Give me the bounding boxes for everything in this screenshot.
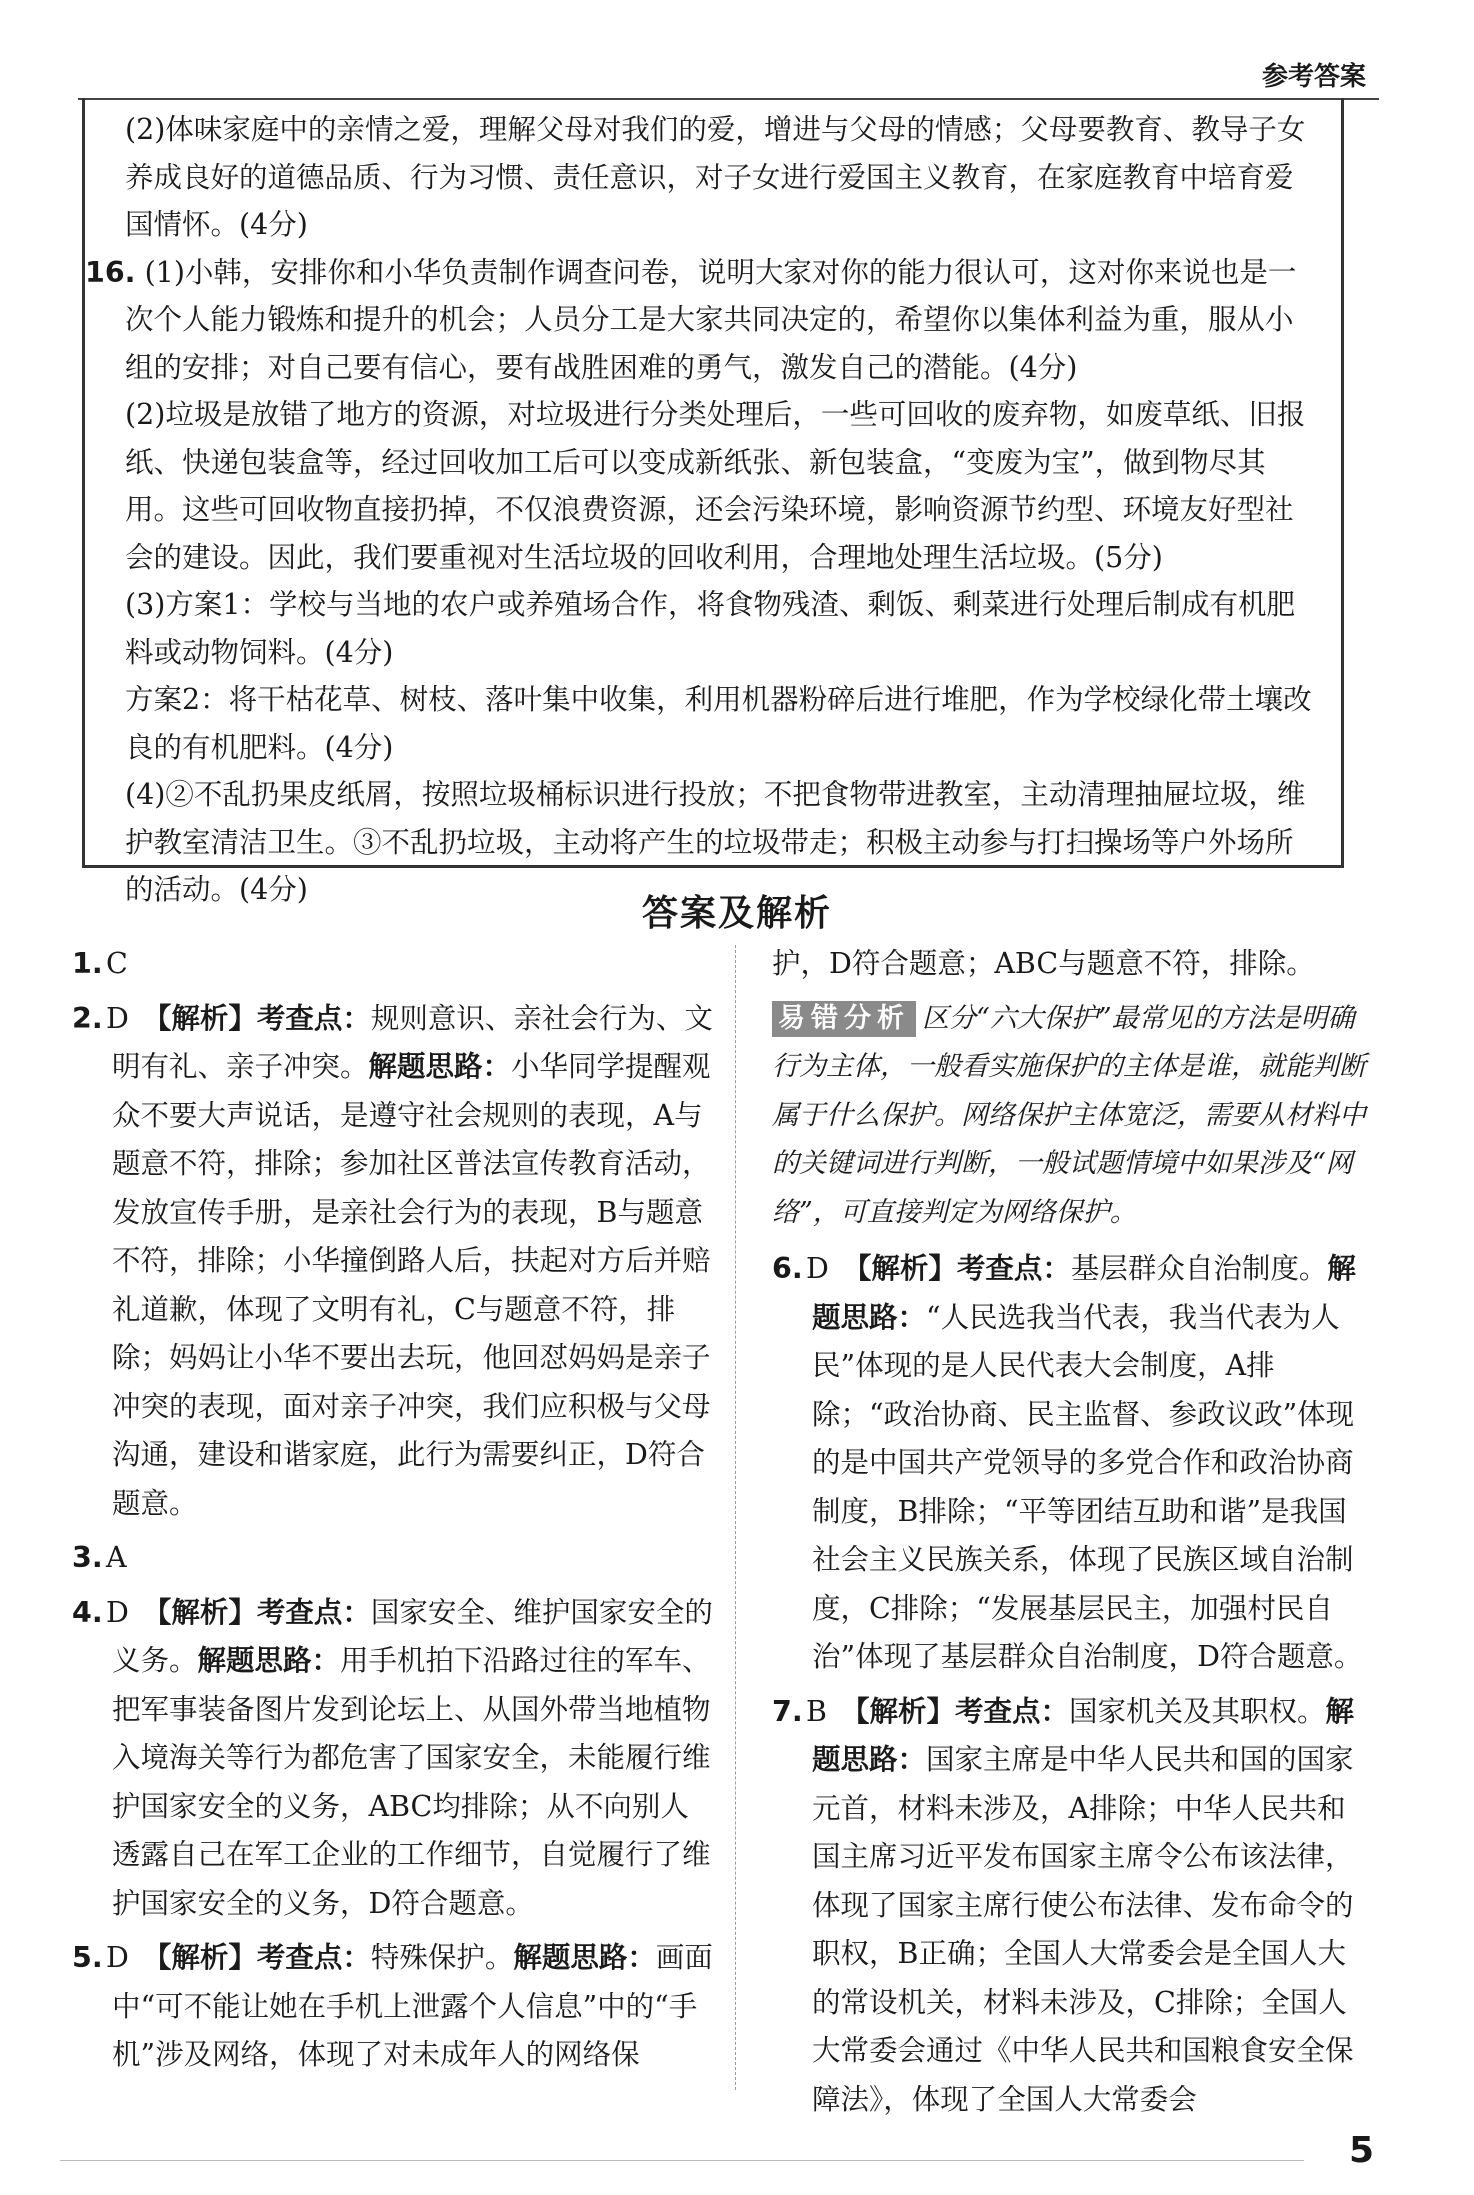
q16-part1-text: (1)小韩，安排你和小华负责制作调查问卷，说明大家对你的能力很认可，这对你来说也是一次个人能力锻炼和提升的机会；人员分工是大家共同决定的，希望你以集体利益为重，服从小组的安排；对自己要有信心，要有战胜困难的勇气，激发自己的潜能。(4分)	[125, 255, 1297, 384]
answer-item-6	[772, 1245, 1370, 1682]
item-answer: D	[106, 1595, 129, 1629]
answer-item-4	[72, 1589, 714, 1929]
answer-item-7	[772, 1688, 1370, 2125]
bottom-rule	[60, 2160, 1304, 2161]
solution-text: 画面中“可不能让她在手机上泄露个人信息”中的“手机”涉及网络，体现了对未成年人的网络保	[112, 1941, 713, 2071]
analysis-points: 特殊保护。	[370, 1941, 514, 1974]
q16-part4: (4)②不乱扔果皮纸屑，按照垃圾桶标识进行投放；不把食物带进教室，主动清理抽屉垃圾，维护教室清洁卫生。③不乱扔垃圾，主动将产生的垃圾带走；积极主动参与打扫操场等户外场所的活动。(4分)	[125, 778, 1306, 906]
answer-item-2	[72, 995, 714, 1529]
item-number: 7.	[772, 1694, 803, 1728]
answer-item-1	[72, 940, 714, 989]
item-answer: D	[106, 1941, 129, 1974]
item-number: 6.	[772, 1252, 803, 1285]
analysis-tag: 【解析】考查点：	[842, 1252, 1071, 1285]
item-number: 3.	[72, 1541, 103, 1574]
solution-tag: 解题思路：	[812, 1252, 1356, 1334]
analysis-tag: 【解析】考查点：	[142, 1595, 371, 1629]
solution-text: 国家主席是中华人民共和国的国家元首，材料未涉及，A排除；中华人民共和国主席习近平发布国家主席令公布该法律，体现了国家主席行使公布法律、发布命令的职权，B正确；全国人大常委会是全国人大的常设机关，材料未涉及，C排除；全国人大常委会通过《中华人民共和国粮食安全保障法》，体现了全国人大常委会	[812, 1743, 1354, 2116]
right-column	[772, 940, 1370, 2130]
q16-part3a: (3)方案1：学校与当地的农户或养殖场合作，将食物残渣、剩饭、剩菜进行处理后制成有机肥料或动物饲料。(4分)	[125, 588, 1296, 669]
analysis-points: 国家机关及其职权。	[1068, 1694, 1326, 1728]
item-number: 1.	[72, 947, 103, 980]
answer-item-3	[72, 1534, 714, 1583]
item-answer: D	[806, 1252, 829, 1285]
analysis-tag: 【解析】考查点：	[142, 1941, 371, 1974]
analysis-points: 基层群众自治制度。	[1070, 1252, 1328, 1285]
answer-box-top	[82, 98, 1344, 906]
answer-item-5	[72, 1934, 714, 2080]
solution-tag: 解题思路：	[368, 1050, 512, 1083]
analysis-tag: 【解析】考查点：	[840, 1694, 1069, 1728]
q16-part2: (2)垃圾是放错了地方的资源，对垃圾进行分类处理后，一些可回收的废弃物，如废草纸、旧报纸、快递包装盒等，经过回收加工后可以变成新纸张、新包装盒，“变废为宝”，做到物尽其用。这些可回收物直接扔掉，不仅浪费资源，还会污染环境，影响资源节约型、环境友好型社会的建设。因此，我们要重视对生活垃圾的回收利用，合理地处理生活垃圾。(5分)	[125, 398, 1306, 574]
error-tip-label: 易错分析	[772, 1001, 916, 1037]
analysis-points: 国家安全、维护国家安全的义务。	[112, 1595, 713, 1677]
analysis-points: 规则意识、亲社会行为、文明有礼、亲子冲突。	[112, 1001, 713, 1083]
item-answer: A	[106, 1541, 127, 1574]
error-tip-text: 区分“六大保护”最常见的方法是明确行为主体，一般看实施保护的主体是谁，就能判断属于什么保护。网络保护主体宽泛，需要从材料中的关键词进行判断，一般试题情境中如果涉及“网络”，可直接判定为网络保护。	[772, 1002, 1366, 1228]
q16-number: 16.	[85, 255, 136, 289]
header-label: 参考答案	[1261, 62, 1366, 92]
solution-tag: 解题思路：	[513, 1941, 656, 1974]
solution-text: 小华同学提醒观众不要大声说话，是遵守社会规则的表现，A与题意不符，排除；参加社区普法宣传教育活动，发放宣传手册，是亲社会行为的表现，B与题意不符，排除；小华撞倒路人后，扶起对方后并赔礼道歉，体现了文明有礼，C与题意不符，排除；妈妈让小华不要出去玩，他回怼妈妈是亲子冲突的表现，面对亲子冲突，我们应积极与父母沟通，建设和谐家庭，此行为需要纠正，D符合题意。	[112, 1050, 711, 1520]
section-title: 答案及解析	[641, 893, 832, 934]
left-column	[72, 940, 714, 2086]
page-number: 5	[1348, 2130, 1374, 2171]
analysis-tag: 【解析】考查点：	[142, 1001, 371, 1035]
q15-part2: (2)体味家庭中的亲情之爱，理解父母对我们的爱，增进与父母的情感；父母要教育、教导子女养成良好的道德品质、行为习惯、责任意识，对子女进行爱国主义教育，在家庭教育中培育爱国情怀。(4分)	[125, 113, 1306, 241]
item-answer: C	[106, 947, 128, 980]
item-number: 4.	[72, 1595, 103, 1629]
q16-part1	[85, 249, 1319, 392]
solution-text: “人民选我当代表，我当代表为人民”体现的是人民代表大会制度，A排除；“政治协商、民主监督、参政议政”体现的是中国共产党领导的多党合作和政治协商制度，B排除；“平等团结互助和谐”是我国社会主义民族关系，体现了民族区域自治制度，C排除；“发展基层民主，加强村民自治”体现了基层群众自治制度，D符合题意。	[812, 1300, 1363, 1673]
item-answer: D	[106, 1001, 129, 1035]
solution-tag: 解题思路：	[812, 1694, 1354, 1776]
item-answer: B	[806, 1694, 827, 1728]
item-number: 5.	[72, 1941, 103, 1974]
error-tip	[772, 995, 1370, 1238]
q16-part3b: 方案2：将干枯花草、树枝、落叶集中收集，利用机器粉碎后进行堆肥，作为学校绿化带土壤改良的有机肥料。(4分)	[125, 683, 1312, 764]
answer-item-5-continued: 护，D符合题意；ABC与题意不符，排除。	[772, 947, 1315, 980]
item-number: 2.	[72, 1001, 103, 1035]
solution-tag: 解题思路：	[197, 1644, 341, 1677]
column-divider	[735, 945, 736, 2090]
solution-text: 用手机拍下沿路过往的军车、把军事装备图片发到论坛上、从国外带当地植物入境海关等行为都危害了国家安全，未能履行维护国家安全的义务，ABC均排除；从不向别人透露自己在军工企业的工作细节，自觉履行了维护国家安全的义务，D符合题意。	[112, 1644, 711, 1920]
